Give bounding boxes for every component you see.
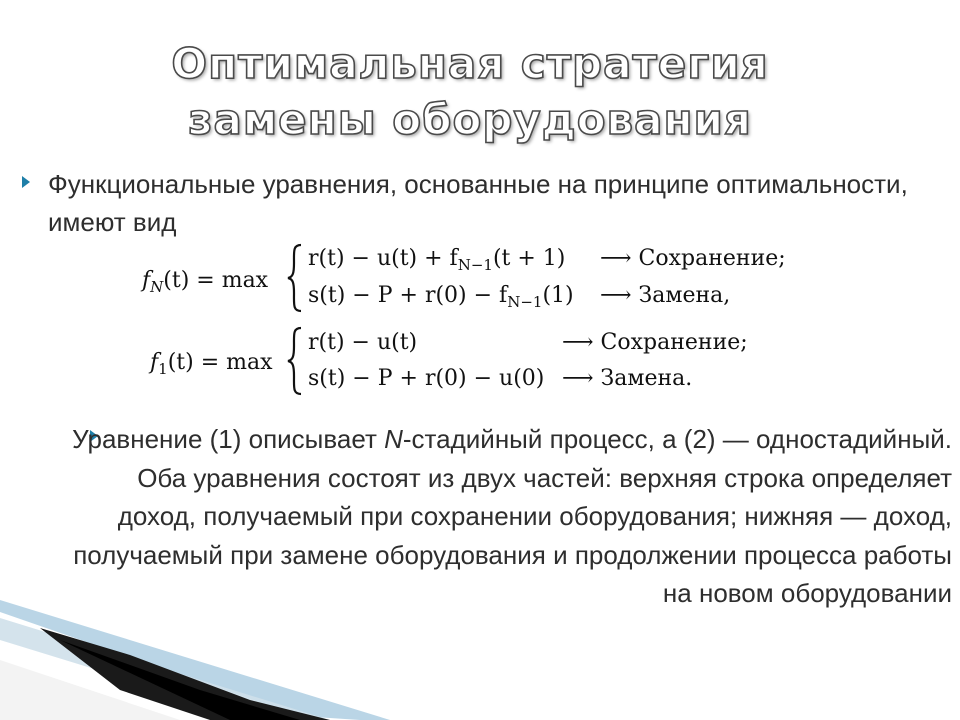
bullet-text-2 (60, 420, 952, 613)
eq1-lhs-sub: N (150, 278, 164, 296)
bullet-marker-icon (22, 176, 30, 188)
eq1-top-expr: r(t) − u(t) + f (308, 246, 458, 271)
equation-2-top-label (562, 330, 748, 355)
eq2-f: f (150, 350, 159, 375)
eq2-top-label-text: Сохранение; (600, 330, 748, 355)
eq1-bottom-expr: s(t) − P + r(0) − f (308, 283, 508, 308)
eq2-arrow-bottom: ⟶ (562, 366, 594, 391)
equation-2-brace-icon (285, 326, 305, 396)
eq1-f: f (142, 268, 151, 293)
eq1-bottom-sub: N−1 (507, 293, 543, 311)
eq1-arrow-top: ⟶ (600, 246, 632, 271)
equation-1-lhs (142, 268, 268, 296)
eq2-top-expr: r(t) − u(t) (308, 330, 418, 355)
equation-1-bottom-row (308, 283, 574, 311)
bullet2-part1: Уравнение (1) описывает (72, 424, 385, 454)
equation-1-top-row (308, 246, 565, 274)
equation-1-brace-icon (285, 243, 305, 313)
bullet2-var: N (384, 424, 403, 454)
eq1-top-label-text: Сохранение; (638, 246, 786, 271)
equation-2-bottom-row (308, 366, 544, 391)
eq1-top-tail: (t + 1) (492, 246, 566, 271)
bullet-text-1: Функциональные уравнения, основанные на принципе оптимальности, имеют вид (48, 169, 908, 237)
eq1-bottom-label-text: Замена, (638, 283, 731, 308)
eq2-arrow-top: ⟶ (562, 330, 594, 355)
title-line-2: замены оборудования (188, 95, 752, 144)
equation-1-bottom-label (600, 283, 730, 308)
eq1-bottom-tail: (1) (542, 283, 574, 308)
eq1-arrow-bottom: ⟶ (600, 283, 632, 308)
bullet2-part2: -стадийный процесс, а (2) — одностадийный. Оба уравнения состоят из двух частей: верхняя строка определяет доход, получаемый при сохранении оборудования; нижняя — доход, получаемый при замене оборудования и продолжении процесса работы на новом оборудовании (73, 424, 952, 608)
equation-2-bottom-label (562, 366, 692, 391)
title-line-1: Оптимальная стратегия (171, 39, 769, 88)
slide-title (0, 36, 940, 148)
equation-2-top-row (308, 330, 417, 355)
equation-2-lhs (150, 350, 273, 378)
eq2-bottom-label-text: Замена. (600, 366, 693, 391)
eq2-lhs-arg: (t) = max (167, 350, 273, 375)
equation-1-top-label (600, 246, 786, 271)
eq2-bottom-expr: s(t) − P + r(0) − u(0) (308, 366, 545, 391)
eq1-top-sub: N−1 (457, 256, 493, 274)
eq1-lhs-arg: (t) = max (163, 268, 269, 293)
eq2-lhs-sub: 1 (158, 360, 168, 378)
